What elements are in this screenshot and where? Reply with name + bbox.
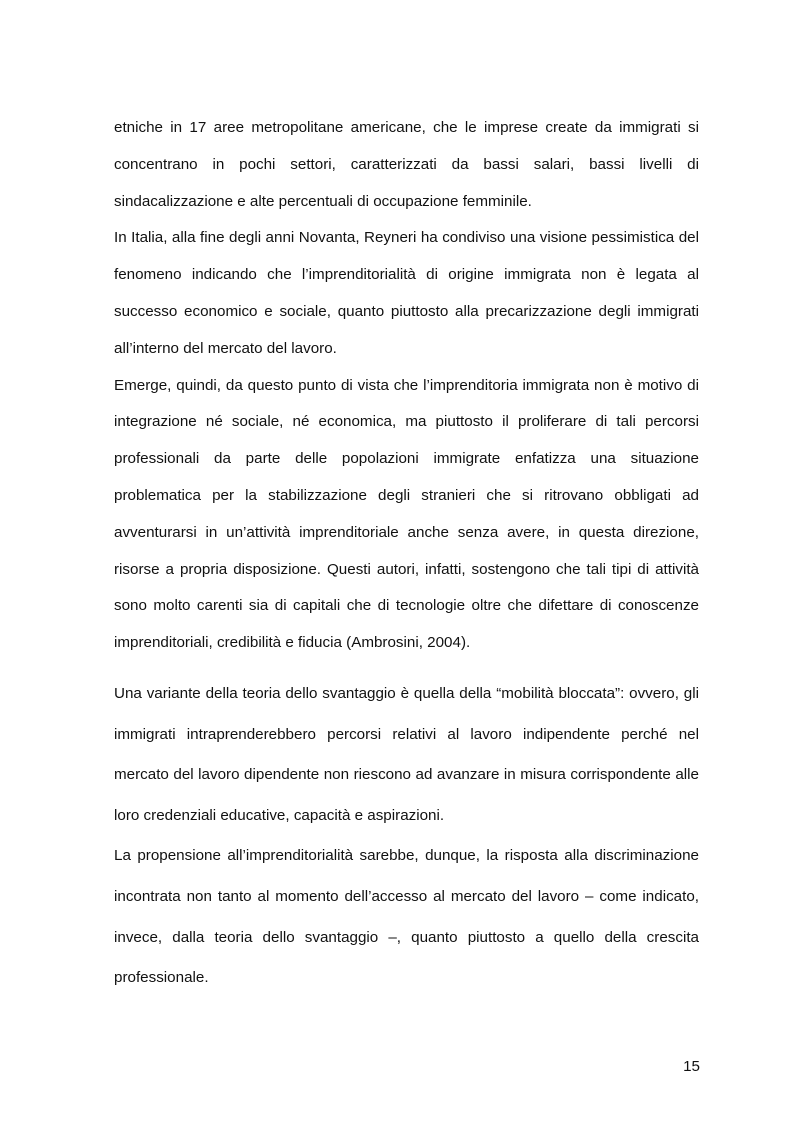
- paragraph-propensione: La propensione all’imprenditorialità sarebbe, dunque, la risposta alla discriminazione incontrata non tanto al momento dell’accesso al mercato del lavoro – come indicato, invece, dalla teoria dello svantaggio –, quanto piuttosto a quello della crescita professionale.: [114, 847, 699, 987]
- text-block-upper: [114, 110, 699, 662]
- page-number: 15: [683, 1058, 700, 1075]
- text-block-lower: [114, 674, 699, 999]
- paragraph-reyneri: In Italia, alla fine degli anni Novanta, Reyneri ha condiviso una visione pessimistica del fenomeno indicando che l’imprenditorialità di origine immigrata non è legata al successo economico e sociale, quanto piuttosto alla precarizzazione degli immigrati all’interno del mercato del lavoro.: [114, 229, 699, 357]
- paragraph-mobilita-bloccata: Una variante della teoria dello svantaggio è quella della “mobilità bloccata”: ovvero, gli immigrati intraprenderebbero percorsi relativi al lavoro indipendente perché nel mercato del lavoro dipendente non riescono ad avanzare in misura corrispondente alle loro credenziali educative, capacità e aspirazioni.: [114, 685, 699, 824]
- paragraph-emerge: Emerge, quindi, da questo punto di vista che l’imprenditoria immigrata non è motivo di integrazione né sociale, né economica, ma piuttosto il proliferare di tali percorsi professionali da parte delle popolazioni immigrate enfatizza una situazione problematica per la stabilizzazione degli stranieri che si ritrovano obbligati ad avventurarsi in un’attività imprenditoriale anche senza avere, in questa direzione, risorse a propria disposizione. Questi autori, infatti, sostengono che tali tipi di attività sono molto carenti sia di capitali che di tecnologie oltre che difettare di conoscenze imprenditoriali, credibilità e fiducia (Ambrosini, 2004).: [114, 376, 699, 652]
- paragraph-etniche: etniche in 17 aree metropolitane americane, che le imprese create da immigrati si concentrano in pochi settori, caratterizzati da bassi salari, bassi livelli di sindacalizzazione e alte percentuali di occupazione femminile.: [114, 119, 699, 210]
